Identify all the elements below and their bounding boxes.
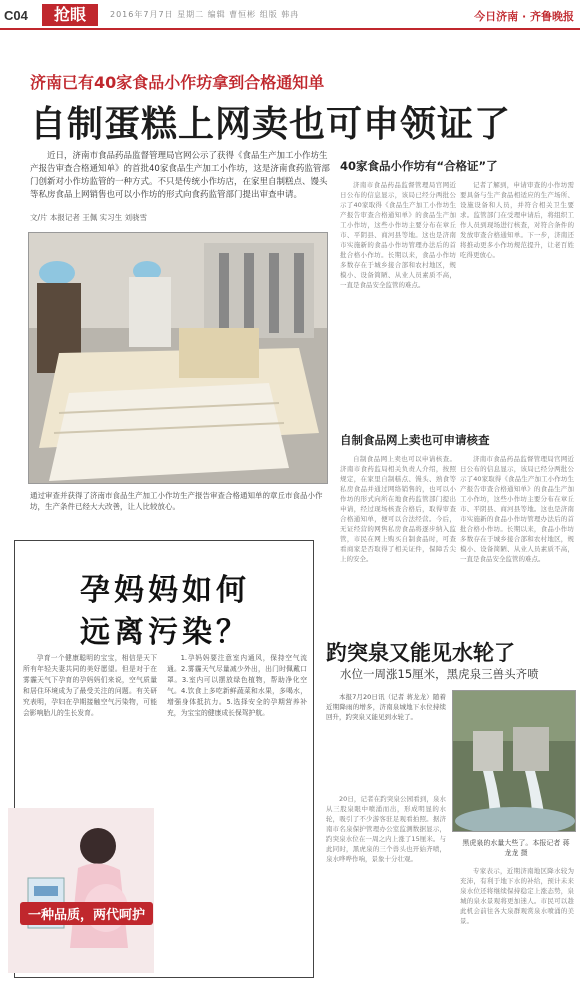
article-column-b: 自制食品网上卖也可以申请核查。济南市食药监局相关负责人介绍，按照规定，在家里自制糕点、馒头、熟食等私房食品并通过网络销售的，也可以小作坊的形式向所在地食药监管部门提出申请，经过现场核查合格后，取得审查合格通知单，便可以合法经营。今后，无证经营的网售私房食品将逐步纳入监管，市民在网上购买自制食品时，可查看商家是否取得了相关证件，保障舌尖上的安全。	[340, 455, 456, 563]
article-kicker: 济南已有40家食品小作坊拿到合格通知单	[30, 73, 325, 92]
article-column-c: 记者了解到，申请审查的小作坊需要具备与生产食品相适应的生产场所、设施设备和人员，并符合相关卫生要求。监管部门在受理申请后，将组织工作人员到现场进行核查，对符合条件的发放审查合格通知单。下一步，济南还将推动更多小作坊规范提升，让老百姓吃得更放心。	[460, 181, 574, 259]
article-column-a: 济南市食品药品监督管理局官网近日公布的信息显示，该局已经分两批公示了40家取得《食品生产加工小作坊生产报告审查合格通知单》的食品生产加工小作坊，这些小作坊主要分布在章丘市、平阴县、商河县等地。这也是济南市实施新的食品小作坊管理办法后的首批合格小作坊。长期以来，食品小作坊多数存在于城乡接合部和农村地区，规模小、设备简陋、从业人员素质不高，一直是食品安全监管的难点。	[340, 181, 456, 289]
spring-photo-caption: 黑虎泉的水量大些了。本报记者 蒋龙龙 摄	[462, 839, 570, 857]
section-tag: 抢眼	[42, 4, 98, 26]
page-masthead	[0, 0, 580, 30]
workshop-photo	[28, 232, 328, 484]
page-info: 2016年7月7日 星期二 编辑 曹恒彬 组版 韩冉	[110, 10, 300, 19]
ad-column-right: 1.孕妈妈要注意室内通风，保持空气流通。2.雾霾天气尽量减少外出，出门时佩戴口罩。3.室内可以摆放绿色植物，帮助净化空气。4.饮食上多吃新鲜蔬菜和水果，多喝水，增强身体抵抗力。5.选择安全的孕期营养补充，为宝宝的健康成长保驾护航。	[167, 654, 307, 717]
subhead-online-food: 自制食品网上卖也可申请核查	[340, 433, 490, 447]
ad-title-line1: 孕妈妈如何	[80, 573, 250, 608]
spring-headline: 趵突泉又能见水轮了	[326, 641, 515, 665]
photo-caption: 通过审查并获得了济南市食品生产加工小作坊生产报告审查合格通知单的章丘市食品小作坊，生产条件已经大大改善，让人比较放心。	[30, 491, 323, 511]
article-headline: 自制蛋糕上网卖也可申领证了	[30, 104, 512, 145]
spring-body: 20日，记者在趵突泉公园看到，泉水从三股泉眼中喷涌而出，形成明显的水轮，吸引了不少游客驻足观看拍照。据济南市名泉保护管理办公室监测数据显示，趵突泉水位在一周之内上涨了15厘米。与此同时，黑虎泉的三个兽头也开始齐喷，泉水哗哗作响，景象十分壮观。	[326, 795, 446, 863]
page-code: C04	[4, 8, 28, 23]
ad-slogan: 一种品质，两代呵护	[20, 902, 153, 925]
spring-body-continued: 专家表示，近期济南地区降水较为充沛，有利于地下水的补给，预计未来泉水位还将继续保持稳定上涨态势，泉城的泉水景观将更加迷人。市民可以趁此机会前往各大泉群观赏泉水喷涌的美景。	[460, 867, 574, 925]
pregnant-woman-illustration	[8, 808, 154, 973]
spring-dateline: 本报7月20日讯（记者 蒋龙龙）随着近期降雨的增多，济南泉城地下水位持续回升，趵突泉又能见到水轮了。	[326, 693, 446, 721]
ad-column-left: 孕育一个健康聪明的宝宝，相信是天下所有年轻夫妻共同的美好愿望。但是对于在雾霾天气下孕育的孕妈妈们来说，空气质量和居住环境成为了最受关注的问题。有关研究表明，孕妇在孕期接触空气污染物，可能会影响胎儿的生长发育。	[23, 654, 157, 717]
newspaper-brand: 今日济南 · 齐鲁晚报	[474, 10, 574, 23]
article-lead: 近日，济南市食品药品监督管理局官网公示了获得《食品生产加工小作坊生产报告审查合格通知单》的首批40家食品生产加工小作坊，这是济南食药监管部门创新对小作坊监管的一种方式。不只是传统小作坊店，在家里自制糕点、馒头等私房食品上网销售也可以小作坊的形式向食药监管部门提出审查申请。	[30, 151, 330, 200]
article-column-d: 济南市食品药品监督管理局官网近日公布的信息显示，该局已经分两批公示了40家取得《食品生产加工小作坊生产报告审查合格通知单》的食品生产加工小作坊，这些小作坊主要分布在章丘市、平阴县、商河县等地。这也是济南市实施新的食品小作坊管理办法后的首批合格小作坊。长期以来，食品小作坊多数存在于城乡接合部和农村地区，规模小、设备简陋、从业人员素质不高，一直是食品安全监管的难点。	[460, 455, 574, 563]
spring-subhead: 水位一周涨15厘米，黑虎泉三兽头齐喷	[340, 667, 539, 681]
article-byline: 文/片 本报记者 王佩 实习生 刘骁雪	[30, 213, 148, 222]
subhead-certificates: 40家食品小作坊有“合格证”了	[340, 159, 498, 173]
ad-title-line2: 远离污染？	[80, 615, 250, 650]
spring-photo	[452, 690, 576, 832]
